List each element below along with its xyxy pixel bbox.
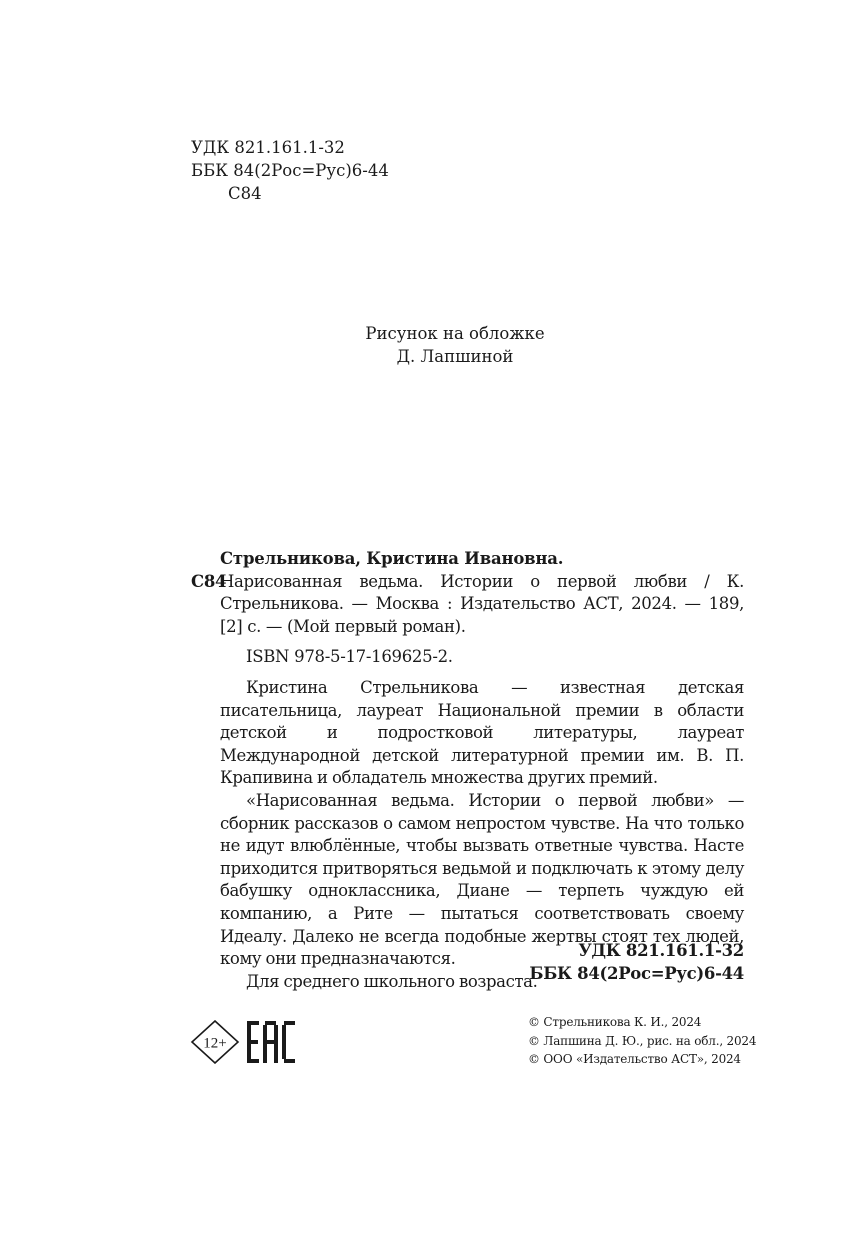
catalog-record [191,548,744,993]
bbk-code: ББК 84(2Рос=Рус)6-44 [191,161,389,180]
cover-credit [330,322,580,368]
isbn: ISBN 978-5-17-169625-2. [246,647,453,667]
catalog-author-heading: Стрельникова, Кристина Ивановна. [220,549,564,568]
age-rating-text: 12+ [203,1035,227,1052]
catalog-author-mark: С84 [191,571,227,591]
eac-conformity-mark [246,1020,296,1064]
bbk-code-bottom: ББК 84(2Рос=Рус)6-44 [529,964,744,983]
cover-credit-line-2: Д. Лапшиной [396,347,514,366]
udk-code-bottom: УДК 821.161.1-32 [578,941,744,960]
copyright-block [528,1013,756,1069]
udk-code: УДК 821.161.1-32 [191,138,345,157]
annotation-paragraph: «Нарисованная ведьма. Истории о первой любви» — сборник рассказов о самом непростом чувстве. На что только не идут влюблённые, чтобы вызвать ответные чувства. Насте приходится притворяться ведьмой и подключать к этому делу бабушку одноклассника, Диане — терпеть чуждую ей компанию, а Рите — пытаться соответствовать своему Идеалу. Далеко не всегда подобные жертвы стоят тех людей, кому они предназначаются. [220,790,744,969]
author-mark: С84 [228,184,262,203]
age-note: Для среднего школьного возраста. [246,971,538,991]
about-author-paragraph: Кристина Стрельникова — известная детская писательница, лауреат Национальной премии в области детской и подростковой литературы, лауреат Международной детской литературной премии им. В. П. Крапивина и обладатель множества других премий. [220,677,744,788]
catalog-description-row [191,571,744,639]
eac-logo-icon [246,1020,296,1064]
copyright-line: © Лапшина Д. Ю., рис. на обл., 2024 [528,1033,757,1048]
age-rating-diamond-icon [190,1020,240,1064]
catalog-description: Нарисованная ведьма. Истории о первой любви / К. Стрельникова. — Москва : Издательство АСТ, 2024. — 189, [2] с. — (Мой первый роман). [220,571,744,636]
copyright-line: © ООО «Издательство АСТ», 2024 [528,1052,741,1066]
cover-credit-line-1: Рисунок на обложке [365,324,545,343]
copyright-line: © Стрельникова К. И., 2024 [528,1015,702,1029]
age-rating-badge [190,1020,240,1064]
bottom-classification-block [529,939,744,985]
top-classification-block [191,136,389,205]
